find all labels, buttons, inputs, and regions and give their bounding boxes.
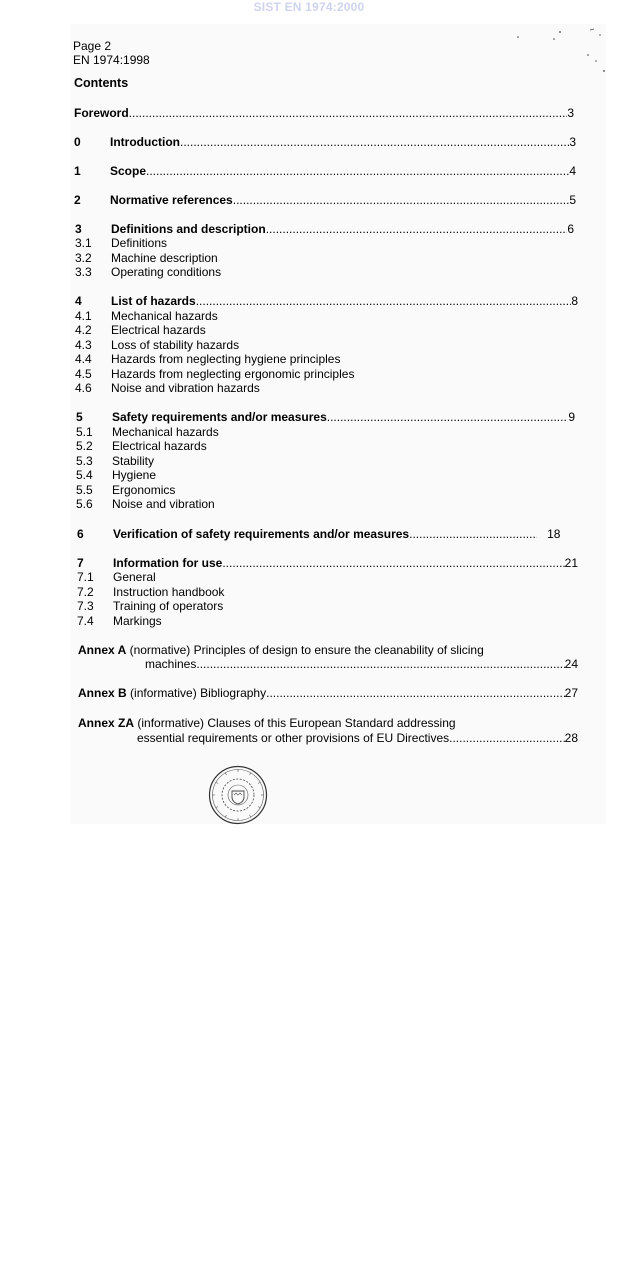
toc-label: Loss of stability hazards [111, 338, 240, 352]
toc-num: 7.4 [77, 614, 94, 628]
toc-num: 3 [75, 222, 82, 236]
toc-label: Hazards from neglecting hygiene principles [111, 352, 341, 366]
toc-sub-4-5 [75, 367, 354, 381]
toc-entry-5 [76, 410, 575, 424]
toc-label: Verification of safety requirements and/or measures [113, 527, 410, 541]
toc-num: 3.1 [75, 236, 92, 250]
toc-page: 3 [569, 135, 576, 149]
toc-entry-3 [75, 222, 574, 236]
toc-num: 4.2 [75, 323, 92, 337]
toc-label: Machine description [111, 251, 218, 265]
standard-id: EN 1974:1998 [73, 53, 150, 67]
annex-text: Principles of design to ensure the cleanability of slicing [193, 643, 484, 657]
toc-sub-3-3 [75, 265, 221, 279]
annex-za-line1 [78, 716, 456, 730]
toc-label: Training of operators [113, 599, 224, 613]
toc-label: Normative references [110, 193, 233, 207]
toc-label: Definitions and description [111, 222, 266, 236]
toc-label: Electrical hazards [111, 323, 206, 337]
toc-sub-4-1 [75, 309, 218, 323]
toc-label: Operating conditions [111, 265, 222, 279]
leader-dots [266, 222, 568, 236]
toc-entry-0 [74, 135, 576, 149]
toc-sub-5-4 [76, 468, 156, 482]
toc-sub-5-2 [76, 439, 207, 453]
leader-dots [409, 527, 537, 541]
annex-text: essential requirements or other provisions of EU Directives [137, 731, 450, 745]
leader-dots [222, 556, 564, 570]
toc-label: Hygiene [112, 468, 157, 482]
toc-label: Introduction [110, 135, 180, 149]
toc-entry-1 [74, 164, 576, 178]
watermark: SIST EN 1974:2000 [253, 0, 365, 14]
toc-sub-7-3 [77, 599, 223, 613]
toc-sub-4-2 [75, 323, 206, 337]
leader-dots [196, 294, 572, 308]
toc-label: Hazards from neglecting ergonomic principles [111, 367, 355, 381]
toc-num: 4.4 [75, 352, 92, 366]
toc-sub-4-3 [75, 338, 239, 352]
leader-dots [266, 686, 565, 700]
annex-kind: (normative) [129, 643, 191, 657]
toc-label: Safety requirements and/or measures [112, 410, 327, 424]
toc-num: 4.1 [75, 309, 92, 323]
annex-a-line1 [78, 643, 484, 657]
toc-label: Electrical hazards [112, 439, 207, 453]
toc-page: 9 [568, 410, 575, 424]
toc-page: 8 [571, 294, 578, 308]
annex-text: Clauses of this European Standard addressing [207, 716, 456, 730]
toc-page: 3 [567, 106, 574, 120]
toc-num: 0 [74, 135, 81, 149]
toc-num: 7.2 [77, 585, 94, 599]
toc-num: 3.3 [75, 265, 92, 279]
toc-num: 4.6 [75, 381, 92, 395]
annex-text: Bibliography [200, 686, 267, 700]
toc-label: Noise and vibration [112, 497, 215, 511]
toc-sub-5-1 [76, 425, 219, 439]
toc-sub-7-1 [77, 570, 156, 584]
toc-entry-6 [77, 527, 578, 541]
leader-dots [449, 731, 565, 745]
toc-sub-4-4 [75, 352, 340, 366]
toc-label: Stability [112, 454, 155, 468]
annex-kind: (informative) [137, 716, 205, 730]
leader-dots [233, 193, 570, 207]
toc-num: 7.3 [77, 599, 94, 613]
annex-b [78, 686, 578, 700]
toc-page: 18 [547, 527, 561, 541]
page-number: Page 2 [73, 39, 112, 53]
toc-sub-3-1 [75, 236, 167, 250]
toc-num: 4.5 [75, 367, 92, 381]
toc-label: Scope [110, 164, 147, 178]
leader-dots [146, 164, 569, 178]
toc-sub-5-3 [76, 454, 154, 468]
toc-page: 27 [564, 686, 578, 700]
toc-sub-5-6 [76, 497, 215, 511]
toc-num: 4.3 [75, 338, 92, 352]
toc-page: 24 [564, 657, 578, 671]
toc-sub-3-2 [75, 251, 218, 265]
toc-sub-5-5 [76, 483, 175, 497]
toc-num: 5.4 [76, 468, 93, 482]
toc-label: Foreword [74, 106, 129, 120]
toc-num: 2 [74, 193, 81, 207]
toc-sub-4-6 [75, 381, 260, 395]
toc-sub-7-2 [77, 585, 224, 599]
toc-sub-7-4 [77, 614, 162, 628]
toc-label: Mechanical hazards [112, 425, 219, 439]
toc-entry-2 [74, 193, 576, 207]
toc-label: Markings [113, 614, 162, 628]
toc-label: Mechanical hazards [111, 309, 218, 323]
toc-num: 5.2 [76, 439, 93, 453]
annex-a-line2 [145, 657, 578, 671]
toc-num: 5.3 [76, 454, 93, 468]
toc-page: 21 [564, 556, 578, 570]
toc-num: 5.6 [76, 497, 93, 511]
toc-page: 5 [569, 193, 576, 207]
toc-num: 7.1 [77, 570, 94, 584]
annex-text: machines [145, 657, 197, 671]
leader-dots [196, 657, 564, 671]
toc-num: 4 [75, 294, 82, 308]
toc-label: Ergonomics [112, 483, 176, 497]
contents-title: Contents [74, 76, 129, 90]
toc-label: List of hazards [111, 294, 196, 308]
toc-label: Information for use [113, 556, 223, 570]
toc-num: 6 [77, 527, 84, 541]
toc-num: 3.2 [75, 251, 92, 265]
toc-label: Instruction handbook [113, 585, 225, 599]
scan-specks [510, 25, 610, 85]
toc-num: 5.5 [76, 483, 93, 497]
toc-num: 5.1 [76, 425, 93, 439]
toc-page: 28 [564, 731, 578, 745]
toc-entry-7 [77, 556, 578, 570]
toc-num: 1 [74, 164, 81, 178]
toc-entry-foreword [74, 106, 574, 120]
toc-label: General [113, 570, 156, 584]
toc-num: 5 [76, 410, 83, 424]
official-seal-icon [208, 765, 268, 825]
toc-page: 4 [569, 164, 576, 178]
leader-dots [180, 135, 569, 149]
toc-page: 6 [567, 222, 574, 236]
annex-title: Annex B [78, 686, 127, 700]
annex-za-line2 [137, 731, 578, 745]
annex-title: Annex ZA [78, 716, 135, 730]
leader-dots [129, 106, 568, 120]
toc-entry-4 [75, 294, 578, 308]
annex-title: Annex A [78, 643, 127, 657]
leader-dots [327, 410, 569, 424]
toc-num: 7 [77, 556, 84, 570]
toc-label: Noise and vibration hazards [111, 381, 260, 395]
toc-label: Definitions [111, 236, 168, 250]
annex-kind: (informative) [130, 686, 197, 700]
